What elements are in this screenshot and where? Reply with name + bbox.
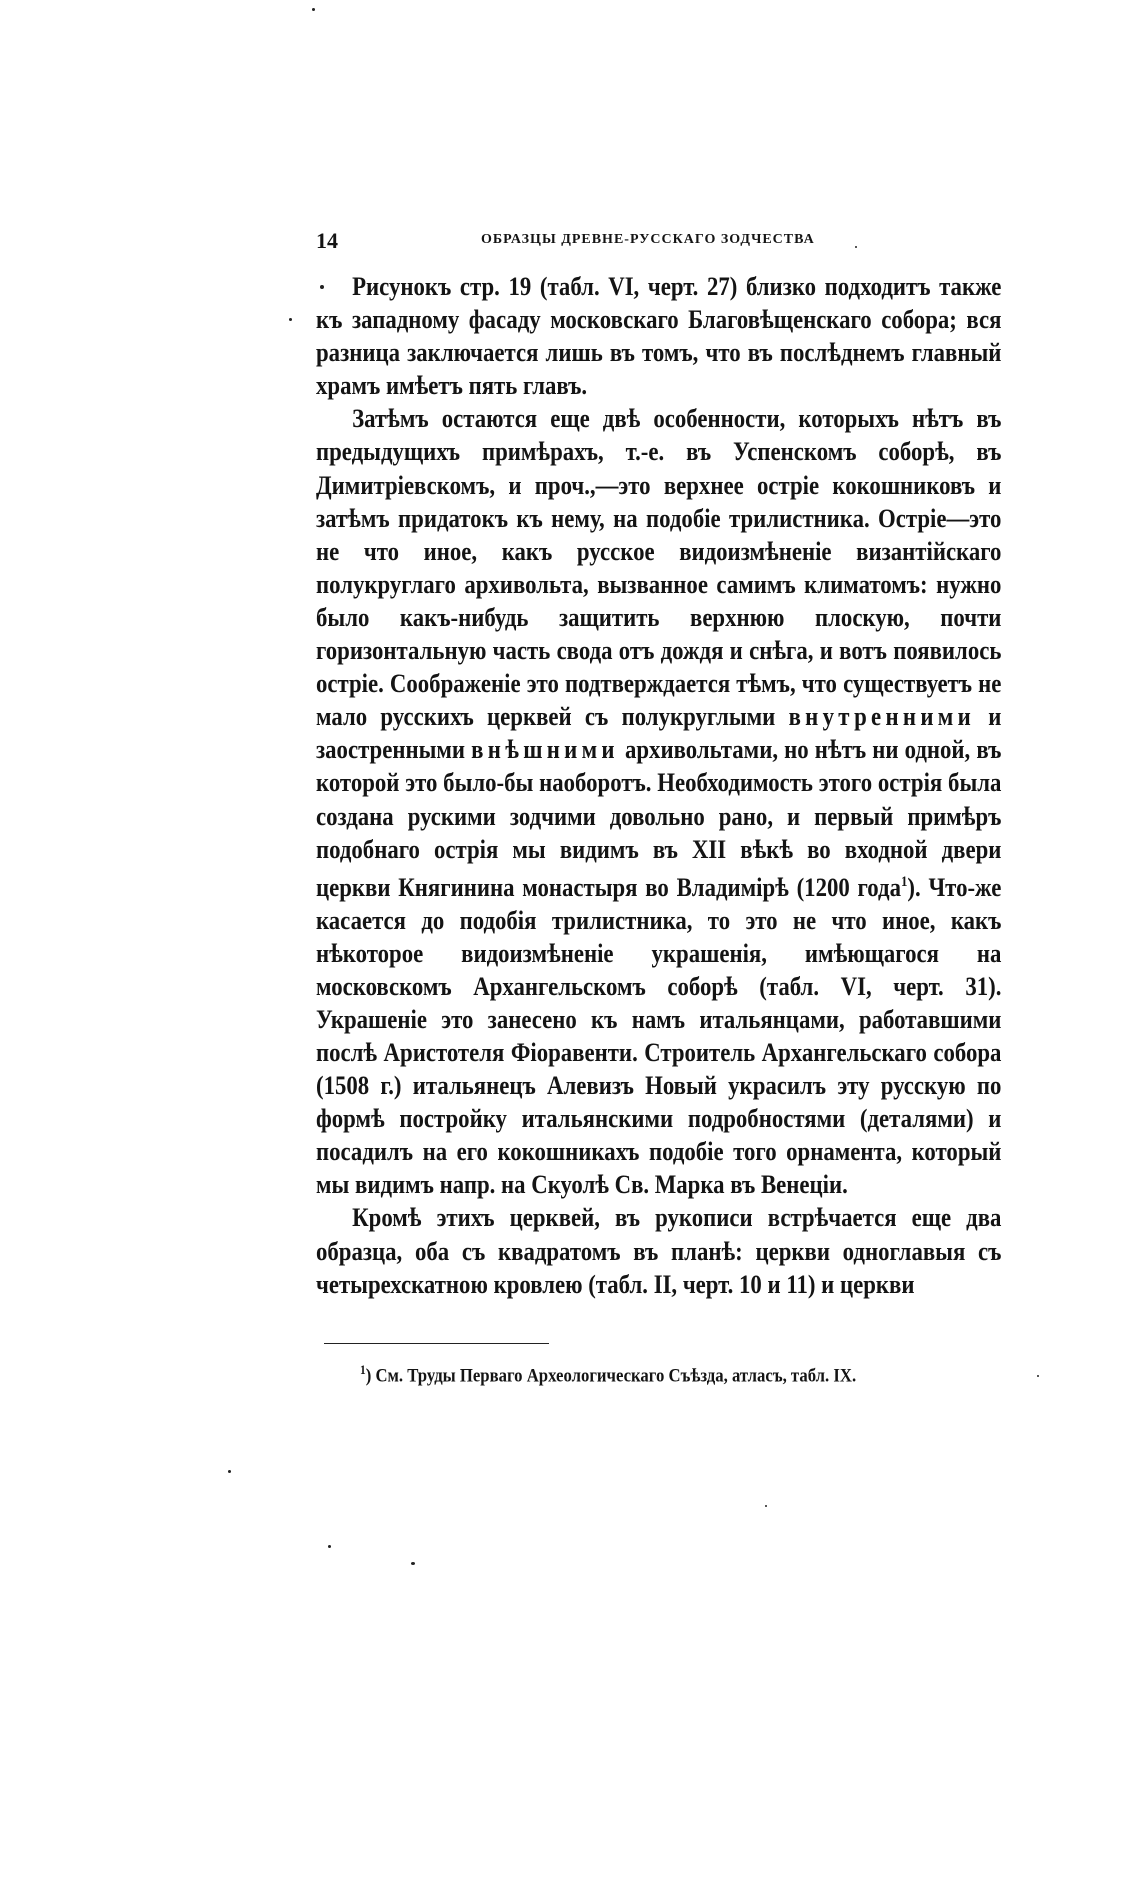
- print-speck: [289, 318, 292, 321]
- running-head: [316, 228, 1006, 258]
- footnote-marker: 1: [360, 1362, 366, 1377]
- paragraph-2-text: Затѣмъ остаются еще двѣ особенности, которыхъ нѣтъ въ предыдущихъ примѣрахъ, т.-е. въ Успенскомъ соборѣ, въ Димитріевскомъ, и проч.,—это верхнее остріе кокошниковъ и затѣмъ придатокъ къ нему, на подобіе трилистника. Остріе—это не что иное, какъ русское видоизмѣненіе византійскаго полукруглаго архивольта, вызванное самимъ климатомъ: нужно было какъ-нибудь защитить верхнюю плоскую, почти горизонтальную часть свода отъ дождя и снѣга, и вотъ появилось остріе. Соображеніе это подтверждается тѣмъ, что существуетъ не мало русскихъ церквей съ полукруглыми: [316, 403, 1002, 732]
- print-speck: [312, 8, 315, 11]
- paragraph-2-text: и заостренными: [316, 701, 1002, 765]
- footnote-reference[interactable]: 1: [900, 873, 908, 890]
- print-speck: [228, 1470, 231, 1473]
- footnote: [360, 1362, 856, 1387]
- emphasis-outer: внѣшними: [471, 734, 619, 765]
- print-speck: [328, 1545, 331, 1548]
- paragraph-2-text: архивольтами, но нѣтъ ни одной, въ которой это было-бы наоборотъ. Необходимость этого острія была создана рускими зодчими довольно рано, и первый примѣръ подобнаго острія мы видимъ въ XII вѣкѣ во входной двери церкви Княгинина монастыря во Владимірѣ (1200 года: [316, 734, 1002, 902]
- paragraph-2: [316, 402, 1001, 1201]
- body-text: [316, 270, 1002, 1301]
- paragraph-3: Кромѣ этихъ церквей, въ рукописи встрѣчается еще два образца, оба съ квадратомъ въ планѣ: церкви одноглавыя съ четырехскатною кровлею (табл. II, черт. 10 и 11) и церкви: [316, 1202, 1002, 1299]
- paragraph-1: Рисунокъ стр. 19 (табл. VI, черт. 27) близко подходитъ также къ западному фасаду московскаго Благовѣщенскаго собора; вся разница заключается лишь въ томъ, что въ послѣднемъ главный храмъ имѣетъ пять главъ.: [316, 271, 1002, 401]
- print-speck: [320, 285, 324, 289]
- paragraph-2-text: ). Что-же касается до подобія трилистника, то это не что иное, какъ нѣкоторое видоизмѣненіе украшенія, имѣющагося на московскомъ Архангельскомъ соборѣ (табл. VI, черт. 31). Украшеніе это занесено къ намъ итальянцами, работавшими послѣ Аристотеля Фіоравенти. Строитель Архангельскаго собора (1508 г.) итальянецъ Алевизъ Новый украсилъ эту русскую по формѣ постройку итальянскими подробностями (деталями) и посадилъ на его кокошникахъ подобіе того орнамента, который мы видимъ напр. на Скуолѣ Св. Марка въ Венеціи.: [316, 871, 1002, 1200]
- running-title: ОБРАЗЦЫ ДРЕВНЕ-РУССКАГО ЗОДЧЕСТВА: [481, 232, 815, 247]
- footnote-text: ) См. Труды Перваго Археологическаго Съѣзда, атласъ, табл. IX.: [365, 1365, 857, 1387]
- page-number: 14: [316, 228, 338, 253]
- emphasis-inner: внутренними: [788, 701, 976, 732]
- print-speck: [1037, 1375, 1039, 1377]
- print-speck: [855, 246, 857, 248]
- print-speck: [765, 1505, 767, 1507]
- footnote-rule: [324, 1343, 549, 1344]
- print-speck: [411, 1562, 415, 1565]
